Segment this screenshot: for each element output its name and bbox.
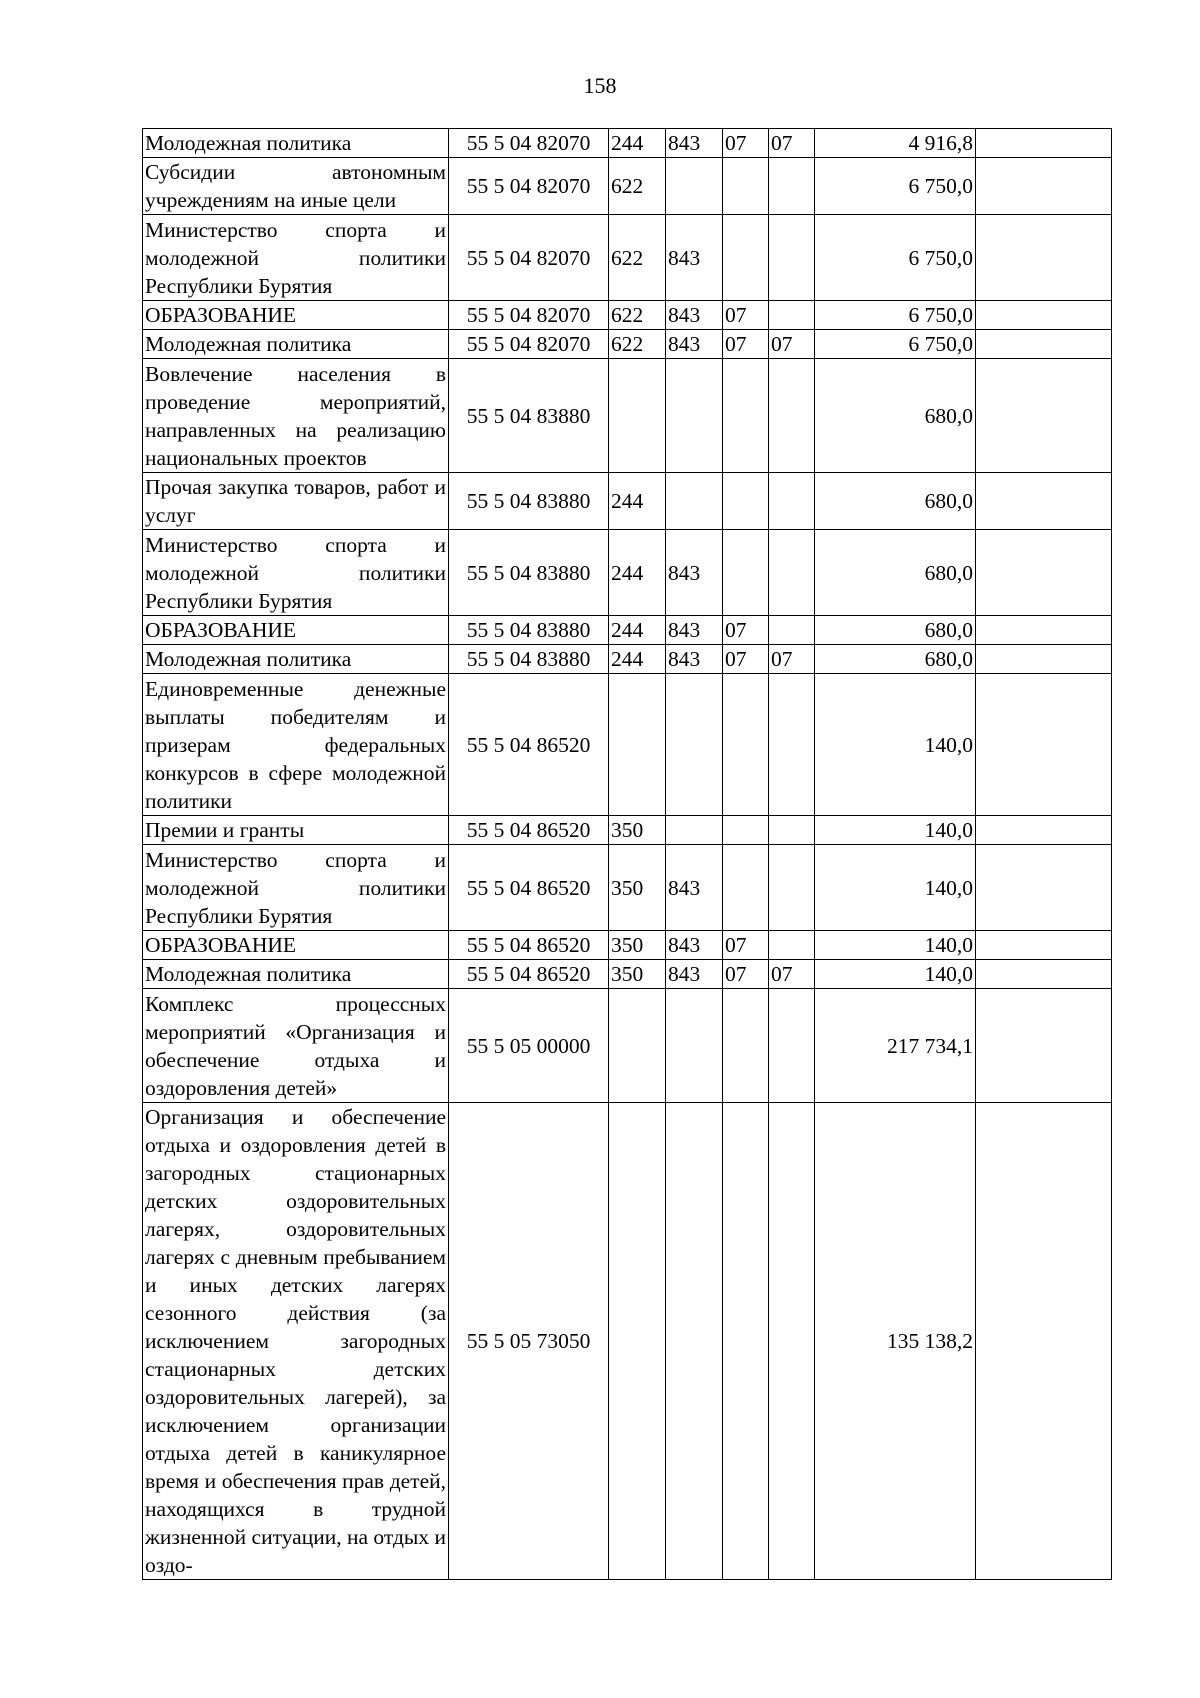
row-code-cell: 55 5 04 86520 [449, 960, 609, 989]
row-extra-cell [976, 158, 1112, 215]
row-name-cell: Субсидии автономным учреждениям на иные цели [143, 158, 449, 215]
row-subsection-cell [769, 931, 815, 960]
row-section-cell [723, 845, 769, 931]
row-section-cell: 07 [723, 931, 769, 960]
row-section-cell: 07 [723, 616, 769, 645]
row-expense-type-cell: 622 [609, 158, 666, 215]
row-expense-type-cell: 244 [609, 473, 666, 530]
row-subsection-cell [769, 215, 815, 301]
row-extra-cell [976, 473, 1112, 530]
row-subsection-cell [769, 845, 815, 931]
row-code-cell: 55 5 04 86520 [449, 816, 609, 845]
row-grbs-cell: 843 [666, 215, 723, 301]
row-subsection-cell [769, 473, 815, 530]
row-extra-cell [976, 215, 1112, 301]
row-section-cell [723, 1103, 769, 1580]
row-sum-cell: 140,0 [815, 845, 976, 931]
row-subsection-cell [769, 359, 815, 473]
row-grbs-cell: 843 [666, 129, 723, 158]
table-row [143, 158, 1112, 215]
row-section-cell: 07 [723, 301, 769, 330]
row-code-cell: 55 5 04 82070 [449, 215, 609, 301]
row-subsection-cell [769, 616, 815, 645]
row-expense-type-cell: 622 [609, 330, 666, 359]
row-expense-type-cell: 244 [609, 616, 666, 645]
row-extra-cell [976, 129, 1112, 158]
row-expense-type-cell: 350 [609, 845, 666, 931]
row-section-cell [723, 674, 769, 816]
row-subsection-cell: 07 [769, 645, 815, 674]
row-name-cell: Премии и гранты [143, 816, 449, 845]
row-sum-cell: 6 750,0 [815, 215, 976, 301]
row-grbs-cell [666, 1103, 723, 1580]
row-code-cell: 55 5 04 83880 [449, 473, 609, 530]
row-grbs-cell [666, 473, 723, 530]
row-sum-cell: 217 734,1 [815, 989, 976, 1103]
row-grbs-cell: 843 [666, 301, 723, 330]
row-section-cell [723, 158, 769, 215]
row-expense-type-cell: 350 [609, 931, 666, 960]
budget-table [142, 128, 1112, 1580]
row-name-cell: Министерство спорта и молодежной политики Республики Бурятия [143, 845, 449, 931]
row-expense-type-cell [609, 1103, 666, 1580]
row-section-cell [723, 816, 769, 845]
row-expense-type-cell [609, 989, 666, 1103]
row-name-cell: ОБРАЗОВАНИЕ [143, 301, 449, 330]
row-expense-type-cell: 622 [609, 301, 666, 330]
row-name-cell: Молодежная политика [143, 645, 449, 674]
row-extra-cell [976, 301, 1112, 330]
row-expense-type-cell: 244 [609, 129, 666, 158]
row-grbs-cell: 843 [666, 931, 723, 960]
table-row [143, 1103, 1112, 1580]
row-section-cell [723, 215, 769, 301]
row-subsection-cell [769, 674, 815, 816]
row-section-cell [723, 473, 769, 530]
row-code-cell: 55 5 04 83880 [449, 359, 609, 473]
table-row [143, 989, 1112, 1103]
row-section-cell: 07 [723, 645, 769, 674]
row-grbs-cell [666, 359, 723, 473]
row-subsection-cell [769, 301, 815, 330]
table-row [143, 645, 1112, 674]
row-grbs-cell: 843 [666, 845, 723, 931]
row-subsection-cell [769, 1103, 815, 1580]
row-extra-cell [976, 674, 1112, 816]
row-extra-cell [976, 645, 1112, 674]
row-subsection-cell [769, 989, 815, 1103]
row-name-cell: Единовременные денежные выплаты победителям и призерам федеральных конкурсов в сфере молодежной политики [143, 674, 449, 816]
row-expense-type-cell: 350 [609, 960, 666, 989]
row-extra-cell [976, 816, 1112, 845]
row-sum-cell: 680,0 [815, 645, 976, 674]
row-code-cell: 55 5 05 73050 [449, 1103, 609, 1580]
row-subsection-cell: 07 [769, 129, 815, 158]
row-extra-cell [976, 931, 1112, 960]
row-extra-cell [976, 845, 1112, 931]
row-name-cell: ОБРАЗОВАНИЕ [143, 616, 449, 645]
row-extra-cell [976, 960, 1112, 989]
table-row [143, 473, 1112, 530]
row-expense-type-cell [609, 674, 666, 816]
row-subsection-cell: 07 [769, 330, 815, 359]
row-sum-cell: 140,0 [815, 960, 976, 989]
row-sum-cell: 6 750,0 [815, 158, 976, 215]
row-name-cell: Министерство спорта и молодежной политики Республики Бурятия [143, 530, 449, 616]
row-sum-cell: 140,0 [815, 816, 976, 845]
row-name-cell: ОБРАЗОВАНИЕ [143, 931, 449, 960]
row-extra-cell [976, 359, 1112, 473]
row-sum-cell: 140,0 [815, 931, 976, 960]
row-expense-type-cell: 622 [609, 215, 666, 301]
row-subsection-cell [769, 158, 815, 215]
row-sum-cell: 140,0 [815, 674, 976, 816]
table-row [143, 301, 1112, 330]
row-sum-cell: 135 138,2 [815, 1103, 976, 1580]
table-row [143, 816, 1112, 845]
row-expense-type-cell: 350 [609, 816, 666, 845]
row-expense-type-cell [609, 359, 666, 473]
row-sum-cell: 680,0 [815, 616, 976, 645]
row-section-cell: 07 [723, 129, 769, 158]
table-row [143, 215, 1112, 301]
row-code-cell: 55 5 05 00000 [449, 989, 609, 1103]
row-expense-type-cell: 244 [609, 530, 666, 616]
row-name-cell: Министерство спорта и молодежной политики Республики Бурятия [143, 215, 449, 301]
row-sum-cell: 680,0 [815, 359, 976, 473]
row-code-cell: 55 5 04 82070 [449, 158, 609, 215]
row-grbs-cell: 843 [666, 960, 723, 989]
row-code-cell: 55 5 04 83880 [449, 645, 609, 674]
table-row [143, 931, 1112, 960]
row-section-cell [723, 359, 769, 473]
row-name-cell: Молодежная политика [143, 129, 449, 158]
row-extra-cell [976, 330, 1112, 359]
row-code-cell: 55 5 04 82070 [449, 330, 609, 359]
row-section-cell [723, 530, 769, 616]
row-extra-cell [976, 1103, 1112, 1580]
row-subsection-cell [769, 530, 815, 616]
table-row [143, 530, 1112, 616]
row-subsection-cell: 07 [769, 960, 815, 989]
row-subsection-cell [769, 816, 815, 845]
table-body [143, 129, 1112, 1580]
row-sum-cell: 680,0 [815, 473, 976, 530]
row-extra-cell [976, 616, 1112, 645]
table-row [143, 330, 1112, 359]
row-grbs-cell [666, 989, 723, 1103]
row-section-cell [723, 989, 769, 1103]
row-section-cell: 07 [723, 330, 769, 359]
row-name-cell: Молодежная политика [143, 960, 449, 989]
table-row [143, 129, 1112, 158]
table-row [143, 359, 1112, 473]
row-name-cell: Прочая закупка товаров, работ и услуг [143, 473, 449, 530]
row-name-cell: Организация и обеспечение отдыха и оздоровления детей в загородных стационарных детских оздоровительных лагерях, оздоровительных лагерях с дневным пребыванием и иных детских лагерях сезонного действия (за исключением загородных стационарных детских оздоровительных лагерей), за исключением организации отдыха детей в каникулярное время и обеспечения прав детей, находящихся в трудной жизненной ситуации, на отдых и оздо- [143, 1103, 449, 1580]
row-code-cell: 55 5 04 86520 [449, 845, 609, 931]
table-row [143, 674, 1112, 816]
row-code-cell: 55 5 04 82070 [449, 129, 609, 158]
row-code-cell: 55 5 04 86520 [449, 931, 609, 960]
row-grbs-cell: 843 [666, 330, 723, 359]
row-name-cell: Вовлечение населения в проведение мероприятий, направленных на реализацию национальных проектов [143, 359, 449, 473]
page-number: 158 [583, 73, 617, 98]
row-sum-cell: 6 750,0 [815, 301, 976, 330]
row-section-cell: 07 [723, 960, 769, 989]
table-row [143, 845, 1112, 931]
row-code-cell: 55 5 04 83880 [449, 616, 609, 645]
row-sum-cell: 4 916,8 [815, 129, 976, 158]
row-expense-type-cell: 244 [609, 645, 666, 674]
row-code-cell: 55 5 04 82070 [449, 301, 609, 330]
row-code-cell: 55 5 04 86520 [449, 674, 609, 816]
row-sum-cell: 6 750,0 [815, 330, 976, 359]
row-grbs-cell [666, 816, 723, 845]
row-extra-cell [976, 530, 1112, 616]
row-grbs-cell [666, 158, 723, 215]
table-row [143, 960, 1112, 989]
row-grbs-cell: 843 [666, 530, 723, 616]
row-grbs-cell: 843 [666, 616, 723, 645]
row-sum-cell: 680,0 [815, 530, 976, 616]
row-name-cell: Комплекс процессных мероприятий «Организация и обеспечение отдыха и оздоровления детей» [143, 989, 449, 1103]
table-row [143, 616, 1112, 645]
row-code-cell: 55 5 04 83880 [449, 530, 609, 616]
row-grbs-cell: 843 [666, 645, 723, 674]
row-name-cell: Молодежная политика [143, 330, 449, 359]
row-extra-cell [976, 989, 1112, 1103]
row-grbs-cell [666, 674, 723, 816]
